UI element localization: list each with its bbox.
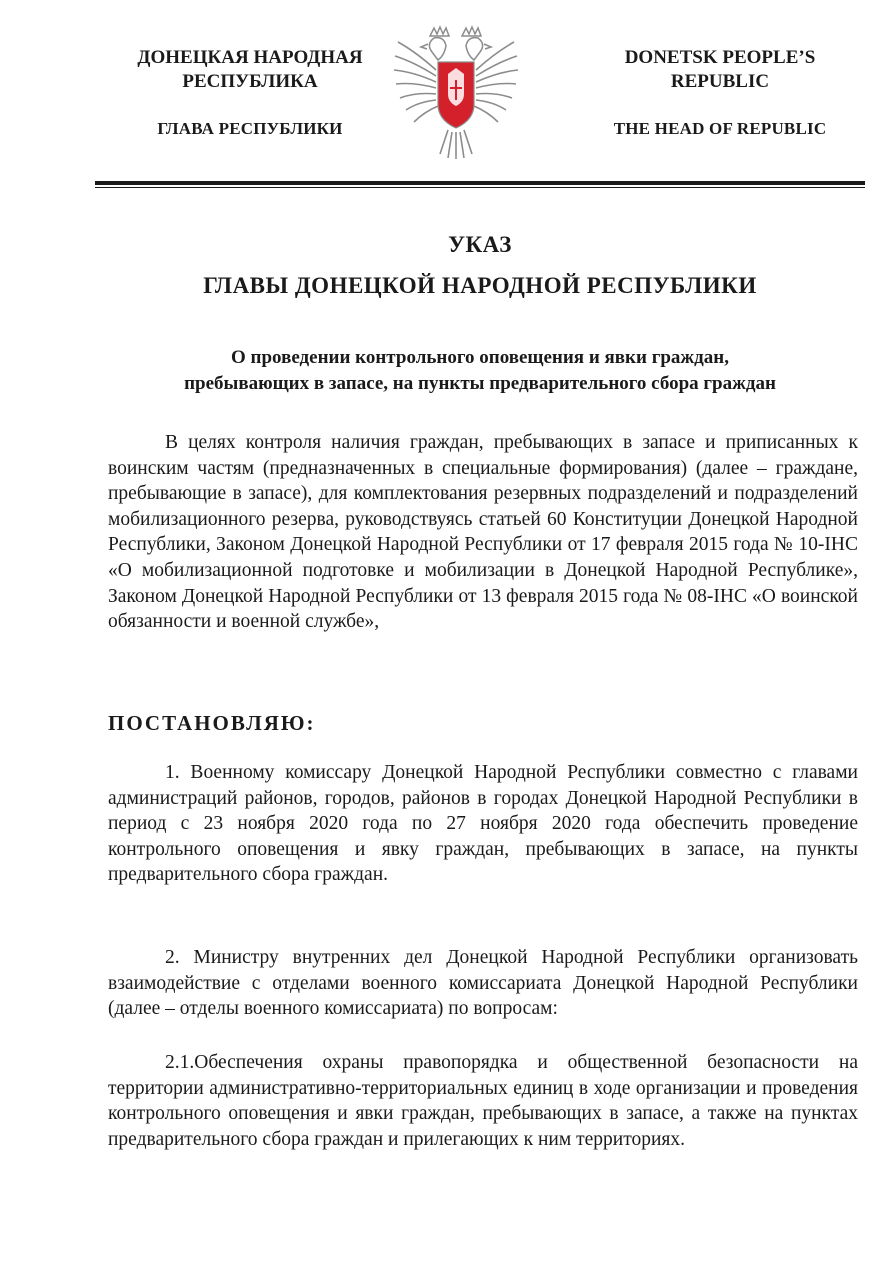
document-type: УКАЗ — [448, 232, 512, 257]
double-headed-eagle-icon — [392, 22, 520, 160]
header-divider-thick — [95, 181, 865, 185]
republic-name-ru-line1: ДОНЕЦКАЯ НАРОДНАЯ — [137, 47, 363, 68]
decree-subject-line1: О проведении контрольного оповещения и явки граждан, — [231, 347, 729, 368]
letterhead-left — [100, 46, 400, 141]
decree-heading: ПОСТАНОВЛЯЮ: — [108, 711, 316, 735]
republic-name-ru-line2: РЕСПУБЛИКА — [182, 71, 318, 92]
header-divider-thin — [95, 187, 865, 188]
document-issuer: ГЛАВЫ ДОНЕЦКОЙ НАРОДНОЙ РЕСПУБЛИКИ — [203, 273, 757, 298]
decree-subject — [95, 345, 865, 397]
letterhead-right — [585, 46, 855, 141]
clause-2-1: 2.1.Обеспечения охраны правопорядка и общественной безопасности на территории административно-территориальных единиц в ходе организации и проведения контрольного оповещения и явки граждан, пребывающих в запасе, а также на пунктах предварительного сбора граждан и прилегающих к ним территориях. — [108, 1052, 858, 1150]
decree-subject-line2: пребывающих в запасе, на пункты предварительного сбора граждан — [184, 373, 776, 394]
republic-name-en-line2: REPUBLIC — [670, 71, 770, 92]
preamble-paragraph: В целях контроля наличия граждан, пребывающих в запасе и приписанных к воинским частям (предназначенных в специальные формирования) (далее – граждане, пребывающие в запасе), для комплектования резервных подразделений и подразделений мобилизационного резерва, руководствуясь статьей 60 Конституции Донецкой Народной Республики, Законом Донецкой Народной Республики от 17 февраля 2015 года № 10-IНС «О мобилизационной подготовке и мобилизации в Донецкой Народной Республике», Законом Донецкой Народной Республики от 13 февраля 2015 года № 08-IНС «О воинской обязанности и военной службе», — [108, 432, 858, 633]
head-of-republic-ru: ГЛАВА РЕСПУБЛИКИ — [157, 119, 343, 138]
letterhead — [0, 0, 885, 200]
head-of-republic-en: THE HEAD OF REPUBLIC — [613, 119, 827, 138]
clause-2: 2. Министру внутренних дел Донецкой Народной Республики организовать взаимодействие с отделами военного комиссариата Донецкой Народной Республики (далее – отделы военного комиссариата) по вопросам: — [108, 947, 858, 1020]
clause-1: 1. Военному комиссару Донецкой Народной Республики совместно с главами администраций районов, городов, районов в городах Донецкой Народной Республики в период с 23 ноября 2020 года по 27 ноября 2020 года обеспечить проведение контрольного оповещения и явку граждан, пребывающих в запасе, на пункты предварительного сбора граждан. — [108, 762, 858, 886]
republic-name-en-line1: DONETSK PEOPLE’S — [624, 47, 816, 68]
